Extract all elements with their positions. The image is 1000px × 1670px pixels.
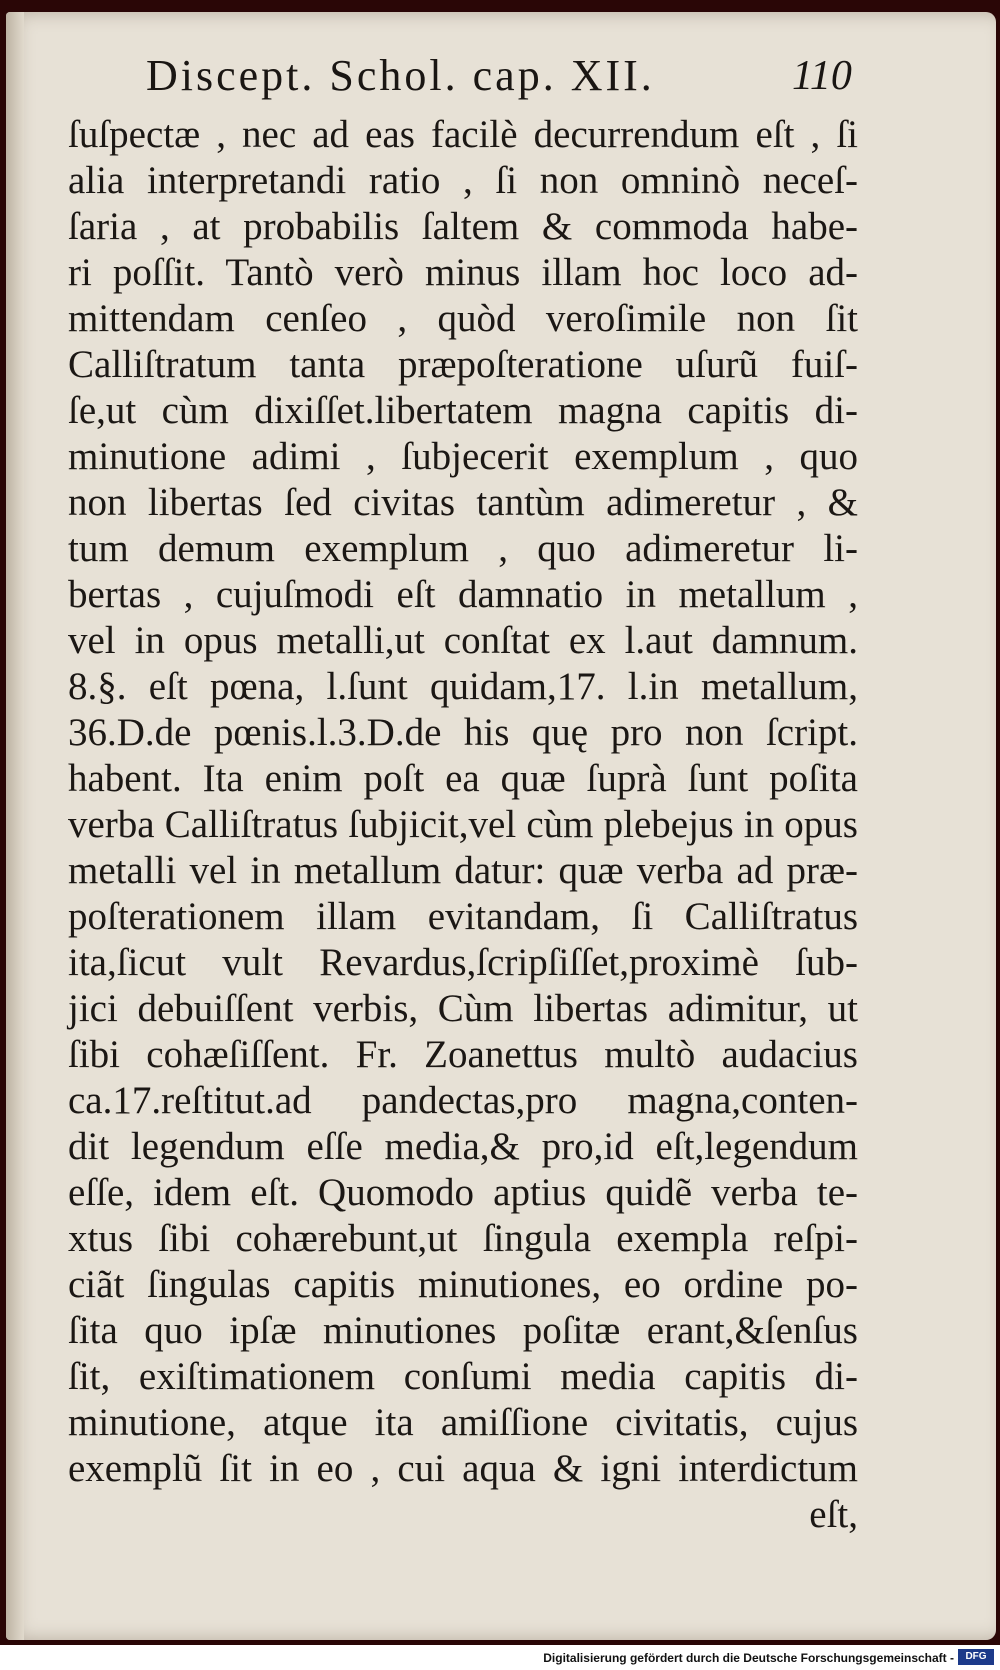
text-line: mittendam cenſeo , quòd veroſimile non ſit [68,297,858,340]
text-line: ca.17.reſtitut.ad pandectas,pro magna,conten- [68,1079,858,1122]
text-line: ſaria , at probabilis ſaltem & commoda habe- [68,205,858,248]
digitization-credit: Digitalisierung gefördert durch die Deutsche Forschungsgemeinschaft - [543,1651,954,1665]
footer-bar [0,1645,1000,1670]
body-text [68,112,858,1538]
text-line: metalli vel in metallum datur: quæ verba ad præ- [68,849,858,892]
text-line: verba Calliſtratus ſubjicit,vel cùm plebejus in opus [68,803,858,846]
text-line: ſit, exiſtimationem conſumi media capitis di- [68,1355,858,1398]
text-line: 36.D.de pœnis.l.3.D.de his quę pro non ſcript. [68,711,858,754]
text-line: minutione adimi , ſubjecerit exemplum , quo [68,435,858,478]
page-number: 110 [792,53,852,99]
text-line: vel in opus metalli,ut conſtat ex l.aut damnum. [68,619,858,662]
text-line: dit legendum eſſe media,& pro,id eſt,legendum [68,1125,858,1168]
text-line: ſita quo ipſæ minutiones poſitæ erant,&ſenſus [68,1309,858,1352]
text-line: non libertas ſed civitas tantùm adimeretur , & [68,481,858,524]
running-head-title: Discept. Schol. cap. XII. [146,51,655,100]
text-line: habent. Ita enim poſt ea quæ ſuprà ſunt poſita [68,757,858,800]
text-line: xtus ſibi cohærebunt,ut ſingula exempla reſpi- [68,1217,858,1260]
text-line: ciãt ſingulas capitis minutiones, eo ordine po- [68,1263,858,1306]
running-head [6,50,996,110]
text-line: exemplũ ſit in eo , cui aqua & igni interdictum [68,1447,858,1490]
text-line: Calliſtratum tanta præpoſteratione uſurũ fuiſ- [68,343,858,386]
text-line: poſterationem illam evitandam, ſi Calliſtratus [68,895,858,938]
text-line: ſibi cohæſiſſent. Fr. Zoanettus multò audacius [68,1033,858,1076]
text-line: eſt, [809,1493,858,1536]
text-line: ſe,ut cùm dixiſſet.libertatem magna capitis di- [68,389,858,432]
dfg-logo: DFG [958,1649,994,1665]
book-page [6,12,996,1640]
text-line: bertas , cujuſmodi eſt damnatio in metallum , [68,573,858,616]
text-line: eſſe, idem eſt. Quomodo aptius quidẽ verba te- [68,1171,858,1214]
text-line: ſuſpectæ , nec ad eas facilè decurrendum eſt , ſi [68,113,858,156]
text-line: ita,ſicut vult Revardus,ſcripſiſſet,proximè ſub- [68,941,858,984]
text-line: 8.§. eſt pœna, l.ſunt quidam,17. l.in metallum, [68,665,858,708]
text-line: jici debuiſſent verbis, Cùm libertas adimitur, ut [68,987,858,1030]
text-line: ri poſſit. Tantò verò minus illam hoc loco ad- [68,251,858,294]
page-spine-shadow [6,12,24,1640]
text-line: tum demum exemplum , quo adimeretur li- [68,527,858,570]
text-line: alia interpretandi ratio , ſi non omninò neceſ- [68,159,858,202]
text-line: minutione, atque ita amiſſione civitatis, cujus [68,1401,858,1444]
